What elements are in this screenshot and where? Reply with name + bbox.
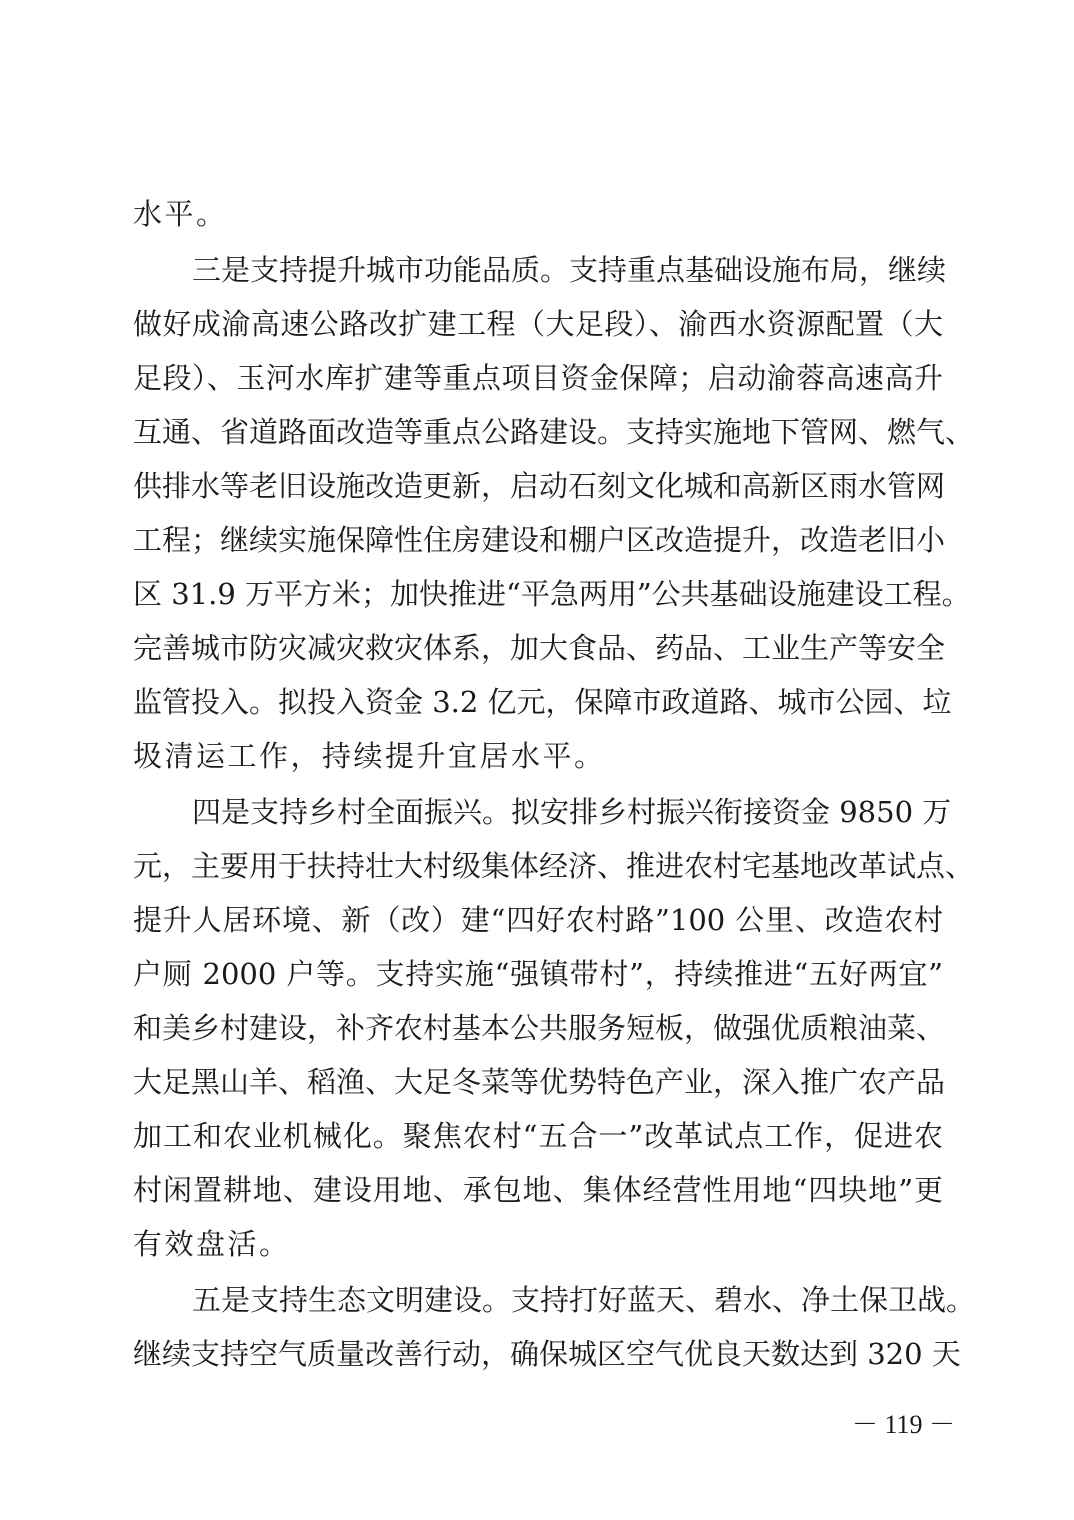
text-line: 做好成渝高速公路改扩建工程（大足段）、渝西水资源配置（大 — [133, 307, 943, 341]
text-line: 加工和农业机械化。聚焦农村“五合一”改革试点工作，促进农 — [133, 1119, 943, 1153]
text-line: 继续支持空气质量改善行动，确保城区空气优良天数达到 320 天 — [133, 1337, 961, 1371]
text-line: 足段）、玉河水库扩建等重点项目资金保障；启动渝蓉高速高升 — [133, 361, 943, 395]
text-line: 圾清运工作，持续提升宜居水平。 — [133, 739, 606, 773]
text-line: 元，主要用于扶持壮大村级集体经济、推进农村宅基地改革试点、 — [133, 849, 975, 883]
text-line: 完善城市防灾减灾救灾体系，加大食品、药品、工业生产等安全 — [133, 631, 946, 665]
paragraph-start-line: 五是支持生态文明建设。支持打好蓝天、碧水、净土保卫战。 — [192, 1283, 976, 1317]
text-line: 互通、省道路面改造等重点公路建设。支持实施地下管网、燃气、 — [133, 415, 975, 449]
text-line: 村闲置耕地、建设用地、承包地、集体经营性用地“四块地”更 — [133, 1173, 943, 1207]
text-line: 提升人居环境、新（改）建“四好农村路”100 公里、改造农村 — [133, 903, 943, 937]
page-number: － 119 － — [852, 1410, 956, 1439]
paragraph-start-line: 三是支持提升城市功能品质。支持重点基础设施布局，继续 — [192, 253, 947, 287]
text-line: 监管投入。拟投入资金 3.2 亿元，保障市政道路、城市公园、垃 — [133, 685, 952, 719]
text-line: 工程；继续实施保障性住房建设和棚户区改造提升，改造老旧小 — [133, 523, 946, 557]
text-line: 有效盘活。 — [133, 1227, 291, 1261]
paragraph-start-line: 四是支持乡村全面振兴。拟安排乡村振兴衔接资金 9850 万 — [192, 795, 952, 829]
text-line: 大足黑山羊、稻渔、大足冬菜等优势特色产业，深入推广农产品 — [133, 1065, 946, 1099]
text-line: 供排水等老旧设施改造更新，启动石刻文化城和高新区雨水管网 — [133, 469, 946, 503]
text-line: 水平。 — [133, 197, 228, 231]
text-line: 区 31.9 万平方米；加快推进“平急两用”公共基础设施建设工程。 — [133, 577, 971, 611]
text-line: 户厕 2000 户等。支持实施“强镇带村”，持续推进“五好两宜” — [133, 957, 943, 991]
text-line: 和美乡村建设，补齐农村基本公共服务短板，做强优质粮油菜、 — [133, 1011, 946, 1045]
